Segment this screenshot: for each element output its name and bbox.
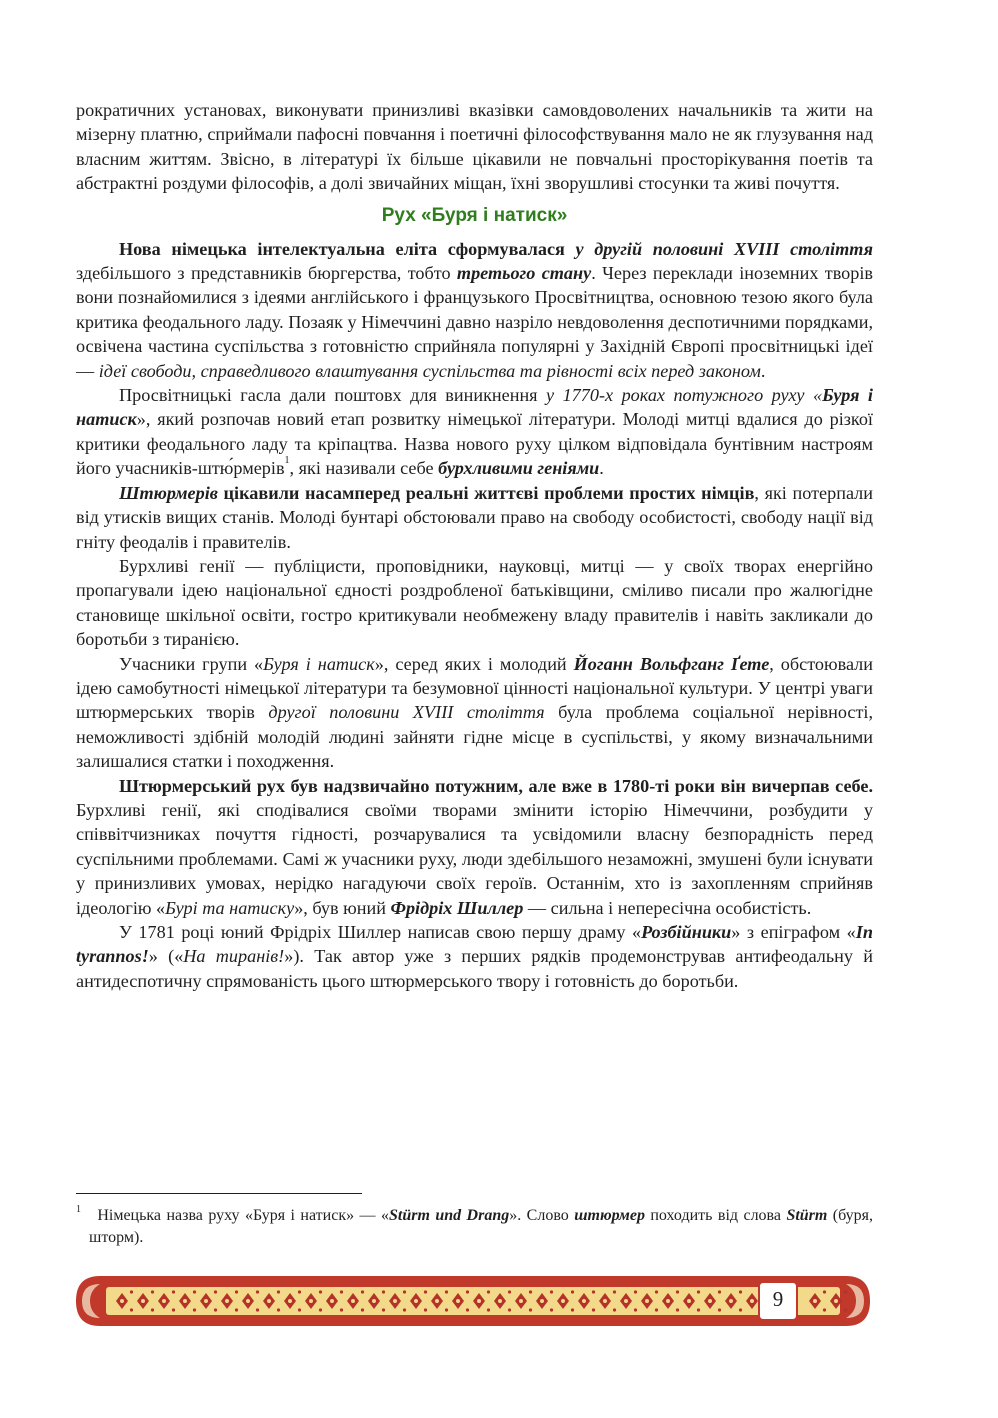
text-run: 1 <box>284 455 290 467</box>
text-run: (буря, шторм). <box>89 1207 874 1246</box>
ornament-dot <box>141 1299 145 1303</box>
ornament-dot <box>697 1308 700 1311</box>
text-run: ». Слово <box>509 1207 575 1224</box>
ornament-dot <box>130 1290 133 1293</box>
paragraph <box>76 237 873 383</box>
text-run: На тиранів! <box>183 946 285 967</box>
ornament-dot <box>477 1299 481 1303</box>
text-run: In tyrannos! <box>76 922 873 967</box>
text-run: Бурхливі генії — публіцисти, проповідники, науковці, митці — у своїх творах енергійно пропагували ідею національної єдності роздробленої батьківщини, сміливо писали про жалюгідне становище шкільної освіти, гостро критикували необмежену владу правителів і навіть закликали до боротьби з тиранією. <box>76 555 873 650</box>
ornament-dot <box>372 1299 376 1303</box>
ornament-dot <box>676 1308 679 1311</box>
ornament-dot <box>309 1299 313 1303</box>
ornament-dot <box>529 1308 532 1311</box>
ornament-dot <box>634 1308 637 1311</box>
text-run: Stürm <box>786 1207 828 1224</box>
text-run: Фрідріх Шиллер <box>390 897 524 918</box>
text-run: , обстоювали ідею самобутності німецької літератури та безумовної цінності національної культури. У центрі уваги штюрмерських творів <box>76 653 873 723</box>
ornament-dot <box>676 1290 679 1293</box>
footnote <box>76 1205 873 1249</box>
ornament-dot <box>666 1299 670 1303</box>
ornament-dot <box>340 1308 343 1311</box>
text-run: , які називали себе <box>289 458 439 479</box>
ornament-dot <box>844 1290 847 1293</box>
ornament-dot <box>718 1290 721 1293</box>
paragraph <box>76 774 873 920</box>
ornament-dot <box>382 1308 385 1311</box>
text-run: Німецька назва руху «Буря і натиск» — « <box>97 1207 389 1224</box>
text-run: Stürm und Drang <box>388 1207 510 1224</box>
text-run: , які потерпали від утисків вищих станів. Молоді бунтарі обстоювали право на свободу особистості, свободу нації від гніту феодалів і правителів. <box>76 482 873 552</box>
text-run: . <box>599 458 604 479</box>
ornament-dot <box>466 1290 469 1293</box>
decorative-border-ornament <box>70 1272 876 1330</box>
ornament-dot <box>655 1308 658 1311</box>
ornament-dot <box>277 1290 280 1293</box>
ornament-dot <box>193 1308 196 1311</box>
ornament-dot <box>592 1290 595 1293</box>
ornament-dot <box>435 1299 439 1303</box>
text-run: Штюрмерів <box>119 482 218 503</box>
ornament-dot <box>319 1290 322 1293</box>
paragraph <box>76 383 873 481</box>
ornament-dot <box>151 1290 154 1293</box>
text-run: » з епіграфом « <box>731 922 856 942</box>
ornament-dot <box>529 1290 532 1293</box>
ornament-dot <box>655 1290 658 1293</box>
text-run: ідеї свободи, справедливого влаштування суспільства та рівності всіх перед законом <box>98 360 761 381</box>
ornament-dot <box>424 1290 427 1293</box>
ornament-dot <box>708 1299 712 1303</box>
ornament-dot <box>697 1290 700 1293</box>
ornament-dot <box>582 1299 586 1303</box>
text-run: », серед яких і молодий <box>374 653 574 674</box>
ornament-dot <box>424 1308 427 1311</box>
ornament-dot <box>193 1290 196 1293</box>
page-number: 9 <box>772 1287 784 1311</box>
ornament-dot <box>130 1308 133 1311</box>
ornament-dot <box>487 1290 490 1293</box>
text-run: у 1770-х роках потужного руху « <box>546 385 823 406</box>
section-heading: Рух «Буря і натиск» <box>381 204 568 226</box>
ornament-dot <box>256 1308 259 1311</box>
footnote-divider <box>76 1193 362 1194</box>
ornament-dot <box>246 1299 250 1303</box>
ornament-dot <box>256 1290 259 1293</box>
text-run: Учасники групи « <box>119 653 264 674</box>
ornament-dot <box>361 1290 364 1293</box>
text-run: штюрмер <box>574 1207 645 1224</box>
ornament-dot <box>445 1290 448 1293</box>
ornament-dot <box>613 1308 616 1311</box>
ornament-dot <box>561 1299 565 1303</box>
ornament-dot <box>571 1308 574 1311</box>
text-run: », який розпочав новий етап розвитку німецької літератури. Молоді митці вдалися до різкої критики феодального ладу та кріпацтва. Назва нового руху цілком відповідала бунтівним настроям його учасників-штю́рмерів <box>76 409 873 479</box>
ornament-dot <box>487 1308 490 1311</box>
paragraph <box>76 481 873 554</box>
ornament-dot <box>382 1290 385 1293</box>
text-run: Бурхливі генії, які сподівалися своїми творами змінити історію Німеччини, розбудити у співвітчизниках почуття гідності, розчарувалися та усвідомили власну безпорадність перед суспільними проблемами. Самі ж учасники руху, люди здебільшого незаможні, змушені були існувати у принизливих умовах, нерідко нагадуючи своїх героїв. Останнім, хто із захопленням сприйняв ідеологію « <box>76 799 873 918</box>
ornament-dot <box>624 1299 628 1303</box>
ornament-dot <box>298 1290 301 1293</box>
text-run: рократичних установах, виконувати принизливі вказівки самовдоволених начальників та жити на мізерну платню, сприймали пафосні повчання і поетичні філософствування мало не як глузування над власним життям. Звісно, в літературі їх більше цікавили не повчальні просторікування поетів та абстрактні роздуми філософів, а долі звичайних міщан, їхні зворушливі стосунки та живі почуття. <box>76 100 873 194</box>
ornament-dot <box>298 1308 301 1311</box>
ornament-dot <box>288 1299 292 1303</box>
text-run: Буря і натиск <box>263 653 375 674</box>
text-run: Штюрмерський рух був надзвичайно потужним, але вже в 1780-ті роки він вичерпав себе. <box>119 775 873 796</box>
text-run: була проблема соціальної нерівності, неможливості здібній молодій людині зайняти гідне місце в суспільстві, у якому визначальними залишалися статки і походження. <box>76 702 873 772</box>
text-run: Бурі та натиску <box>165 897 295 918</box>
text-run: Розбійники <box>641 922 732 942</box>
ornament-dot <box>393 1299 397 1303</box>
text-run: Просвітницькі гасла дали поштовх для виникнення <box>119 385 547 406</box>
ornament-dot <box>613 1290 616 1293</box>
ornament-dot <box>204 1299 208 1303</box>
ornament-dot <box>739 1290 742 1293</box>
text-run: . <box>760 360 766 381</box>
ornament-dot <box>340 1290 343 1293</box>
ornament-dot <box>403 1308 406 1311</box>
text-run: Нова німецька інтелектуальна еліта сформувалася <box>119 238 576 259</box>
text-run: — сильна і непересічна особистість. <box>523 897 812 918</box>
text-run: третього стану <box>456 263 592 284</box>
ornament-dot <box>813 1299 817 1303</box>
ornament-dot <box>603 1299 607 1303</box>
ornament-dot <box>739 1308 742 1311</box>
footnote-marker: 1 <box>76 1204 81 1215</box>
ornament-dot <box>162 1299 166 1303</box>
text-run: бурхливими геніями <box>438 458 600 479</box>
ornament-dot <box>729 1299 733 1303</box>
ornament-dot <box>235 1290 238 1293</box>
paragraph <box>76 98 873 196</box>
ornament-dot <box>718 1308 721 1311</box>
text-run: » (« <box>148 946 184 967</box>
ornament-dot <box>172 1290 175 1293</box>
ornament-dot <box>645 1299 649 1303</box>
ornament-dot <box>351 1299 355 1303</box>
ornament-dot <box>277 1308 280 1311</box>
ornament-dot <box>319 1308 322 1311</box>
ornament-dot <box>592 1308 595 1311</box>
ornament-dot <box>498 1299 502 1303</box>
text-run: . Через переклади іноземних творів вони познайомилися з ідеями англійського і французького Просвітництва, основною тезою якого була критика феодального ладу. Позаяк у Німеччині давно назріло невдоволення деспотичними порядками, освічена частина суспільства з готовністю сприйняла популярні у Західній Європі просвітницькі ідеї — <box>76 263 874 381</box>
text-run: »). Так автор уже з перших рядків продемонстрував антифеодальну й антидеспотичну спрямованість цього штюрмерського твору і готовність до боротьби. <box>76 946 874 991</box>
ornament-dot <box>750 1299 754 1303</box>
ornament-dot <box>834 1299 838 1303</box>
ornament-dot <box>267 1299 271 1303</box>
text-run: цікавили насамперед реальні життєві проблеми простих німців <box>217 482 755 503</box>
ornament-dot <box>120 1299 124 1303</box>
text-run: походить від слова <box>644 1207 787 1224</box>
paragraph <box>76 554 873 652</box>
ornament-dot <box>183 1299 187 1303</box>
ornament-dot <box>214 1290 217 1293</box>
ornament-dot <box>508 1308 511 1311</box>
ornament-dot <box>445 1308 448 1311</box>
ornament-dot <box>330 1299 334 1303</box>
ornament-dot <box>844 1308 847 1311</box>
ornament-dot <box>823 1290 826 1293</box>
text-run: Йоганн Вольфганг Ґете <box>573 653 770 674</box>
ornament-dot <box>403 1290 406 1293</box>
ornament-dot <box>519 1299 523 1303</box>
text-run: Буря і натиск <box>76 385 873 430</box>
ornament-dot <box>361 1308 364 1311</box>
text-run: у другій половині XVIII століття <box>575 238 873 259</box>
text-run: », був юний <box>294 897 391 918</box>
ornament-dot <box>466 1308 469 1311</box>
ornament-dot <box>540 1299 544 1303</box>
ornament-dot <box>414 1299 418 1303</box>
paragraph <box>76 920 873 993</box>
ornament-dot <box>508 1290 511 1293</box>
text-run: У 1781 році юний Фрідріх Шиллер написав свою першу драму « <box>119 922 642 942</box>
ornament-dot <box>823 1308 826 1311</box>
ornament-dot <box>214 1308 217 1311</box>
ornament-dot <box>172 1308 175 1311</box>
paragraph <box>76 652 873 774</box>
text-run: другої половини XVIII століття <box>268 702 545 723</box>
ornament-dot <box>634 1290 637 1293</box>
ornament-dot <box>550 1308 553 1311</box>
ornament-dot <box>235 1308 238 1311</box>
ornament-dot <box>571 1290 574 1293</box>
ornament-dot <box>687 1299 691 1303</box>
ornament-dot <box>225 1299 229 1303</box>
main-text <box>76 98 873 993</box>
ornament-dot <box>151 1308 154 1311</box>
ornament-dot <box>550 1290 553 1293</box>
ornament-dot <box>456 1299 460 1303</box>
text-run: здебільшого з представників бюргерства, тобто <box>76 263 457 284</box>
